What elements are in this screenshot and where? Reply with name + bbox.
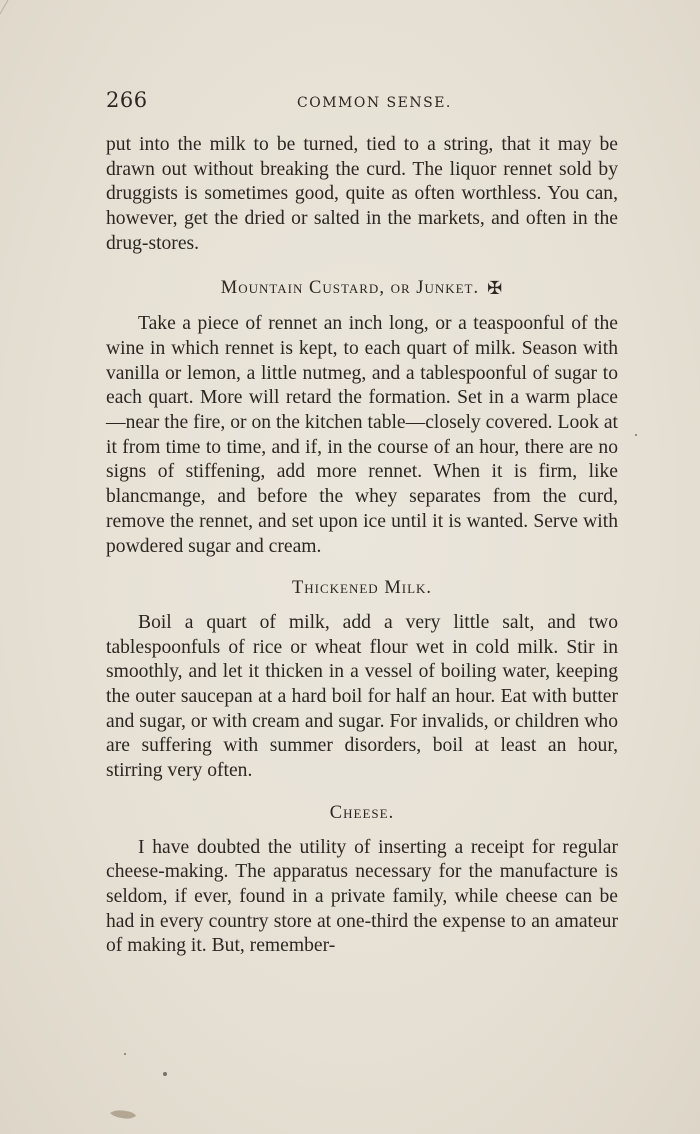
section-heading-thickened-milk: Thickened Milk. [291, 578, 433, 599]
ink-speck [124, 1053, 126, 1055]
section-heading-cheese: Cheese. [329, 802, 395, 823]
ink-smudge [108, 1107, 138, 1121]
section-heading-junket [106, 276, 618, 301]
ink-speck [635, 434, 637, 436]
page-header [106, 88, 618, 118]
ink-speck [163, 1072, 167, 1076]
page-number: 266 [106, 88, 148, 112]
section-text-junket: Take a piece of rennet an inch long, or a teaspoonful of the wine in which rennet is kept, to each quart of milk. Season with vanilla or lemon, a little nutmeg, and a tablespoonful of sugar to each quart. More will retard the formation. Set in a warm place—near the fire, or on the kitchen table—closely covered. Look at it from time to time, and if, in the course of an hour, there are no signs of stiffening, add more rennet. When it is firm, like blancmange, and before the whey separates from the curd, remove the rennet, and set upon ice until it is wanted. Serve with powdered sugar and cream. [106, 313, 618, 557]
cross-icon: ✠ [487, 277, 504, 298]
intro-paragraph: put into the milk to be turned, tied to a string, that it may be drawn out without breaking the curd. The liquor rennet sold by druggists is sometimes good, quite as often worthless. You can, however, get the dried or salted in the markets, and often in the drug-stores. [106, 134, 618, 254]
page-corner-line [0, 0, 20, 20]
running-head: COMMON SENSE. [297, 95, 452, 111]
section-text-cheese: I have doubted the utility of inserting a receipt for regular cheese-making. The apparatus necessary for the manufacture is seldom, if ever, found in a private family, while cheese can be had in every country store at one-third the expense to an amateur of making it. But, remember- [106, 836, 618, 957]
section-heading-text: Mountain Custard, or Junket. [220, 277, 480, 298]
page-body [106, 133, 618, 959]
section-text-thickened-milk: Boil a quart of milk, add a very little salt, and two tablespoonfuls of rice or wheat flour wet in cold milk. Stir in smoothly, and let it thicken in a vessel of boiling water, keeping the outer saucepan at a hard boil for half an hour. Eat with butter and sugar, or with cream and sugar. For invalids, or children who are suffering with summer disorders, boil at least an hour, stirring very often. [106, 611, 618, 782]
